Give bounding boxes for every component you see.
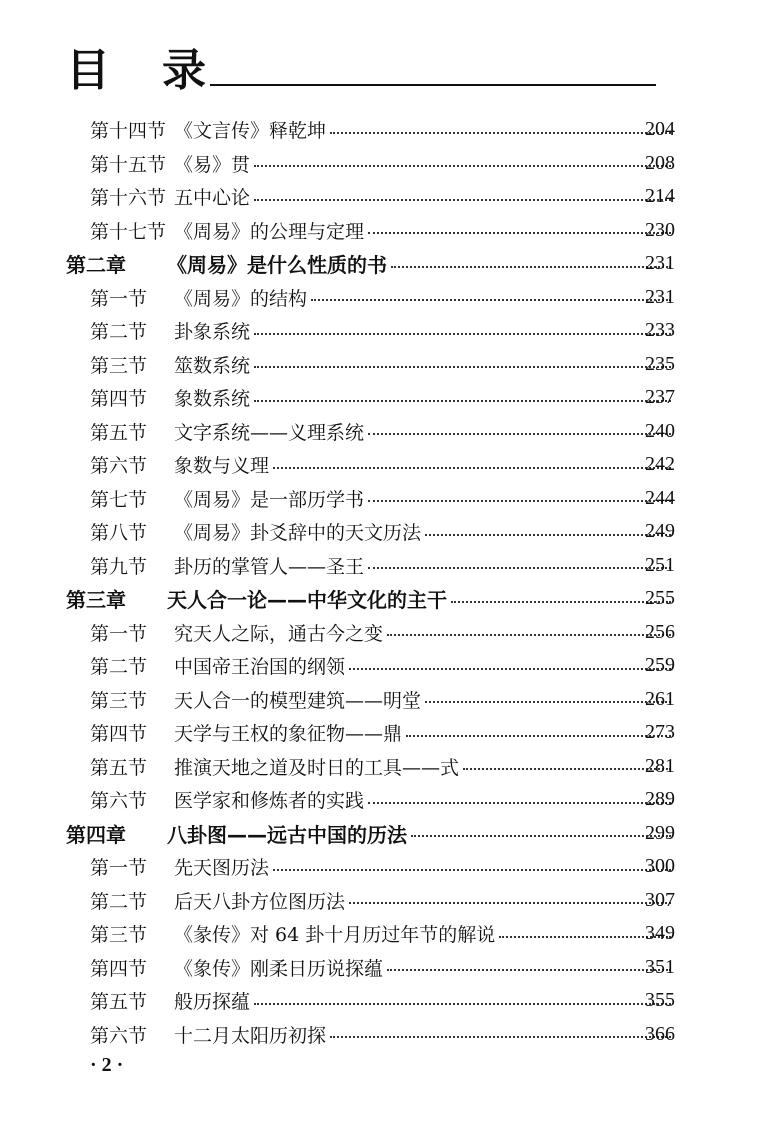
toc-section-row[interactable] [0,549,759,583]
toc-entry-label: 第十四节 [90,120,167,143]
toc-section-row[interactable] [0,482,759,516]
toc-entry-label: 第二章 [66,253,126,278]
toc-entry-title: 《周易》的结构 [174,287,308,310]
toc-section-row[interactable] [0,783,759,817]
toc-entry-title: 五中心论 [174,187,251,210]
page-title [66,46,656,96]
toc-entry-page: 214 [645,185,675,208]
toc-entry-page: 230 [645,218,675,241]
toc-entry-label: 第三节 [90,924,148,947]
dot-leader [425,701,671,703]
toc-entry-title: 《周易》是一部历学书 [174,488,365,511]
toc-entry-page: 244 [645,486,675,509]
toc-entry-label: 第二节 [90,890,148,913]
toc-section-row[interactable] [0,314,759,348]
toc-section-row[interactable] [0,348,759,382]
toc-section-row[interactable] [0,381,759,415]
toc-section-row[interactable] [0,1018,759,1052]
toc-entry-page: 249 [645,520,675,543]
toc-entry-page: 289 [645,788,675,811]
dot-leader [273,869,671,871]
dot-leader [368,500,671,502]
toc-section-row[interactable] [0,917,759,951]
toc-section-row[interactable] [0,214,759,248]
toc-entry-page: 242 [645,453,675,476]
title-char-mu: 目 [66,45,110,96]
toc-entry-page: 237 [645,386,675,409]
dot-leader [368,802,671,804]
toc-chapter-row[interactable] [0,817,759,851]
toc-entry-label: 第一节 [90,622,148,645]
toc-entry-label: 第四节 [90,388,148,411]
toc-entry-title: 卦历的掌管人——圣王 [174,555,365,578]
toc-section-row[interactable] [0,281,759,315]
toc-entry-title: 先天图历法 [174,857,270,880]
toc-entry-label: 第十七节 [90,220,167,243]
title-char-lu: 录 [162,45,206,96]
dot-leader [254,165,671,167]
toc-entry-page: 208 [645,151,675,174]
toc-entry-page: 307 [645,888,675,911]
toc-entry-title: 筮数系统 [174,354,251,377]
dot-leader [311,299,671,301]
toc-entry-title: 十二月太阳历初探 [174,1024,327,1047]
toc-entry-label: 第四章 [66,822,126,847]
dot-leader [387,634,671,636]
toc-chapter-row[interactable] [0,582,759,616]
toc-entry-label: 第三节 [90,354,148,377]
toc-entry-title: 《周易》的公理与定理 [174,220,365,243]
toc-section-row[interactable] [0,716,759,750]
toc-entry-page: 349 [645,922,675,945]
dot-leader [254,1003,671,1005]
toc-entry-page: 231 [645,252,675,275]
toc-entry-label: 第五节 [90,756,148,779]
toc-entry-page: 255 [645,587,675,610]
toc-entry-label: 第六节 [90,455,148,478]
dot-leader [330,132,671,134]
toc-entry-page: 251 [645,553,675,576]
toc-entry-label: 第六节 [90,1024,148,1047]
toc-entry-page: 204 [645,118,675,141]
title-rule [210,84,656,86]
toc-entry-label: 第八节 [90,522,148,545]
toc-entry-title: 象数与义理 [174,455,270,478]
toc-entry-label: 第九节 [90,555,148,578]
toc-entry-label: 第五节 [90,421,148,444]
dot-leader [254,366,671,368]
toc-section-row[interactable] [0,884,759,918]
toc-section-row[interactable] [0,415,759,449]
toc-section-row[interactable] [0,616,759,650]
toc-entry-label: 第四节 [90,723,148,746]
dot-leader [391,266,671,268]
toc-entry-title: 《象传》刚柔日历说探蕴 [174,957,384,980]
toc-entry-page: 273 [645,721,675,744]
toc-entry-title: 般历探蕴 [174,991,251,1014]
dot-leader [368,232,671,234]
dot-leader [368,433,671,435]
toc-entry-page: 351 [645,955,675,978]
toc-section-row[interactable] [0,649,759,683]
toc-entry-title: 《易》贯 [174,153,251,176]
dot-leader [368,567,671,569]
toc-entry-title: 《周易》卦爻辞中的天文历法 [174,522,422,545]
toc-section-row[interactable] [0,147,759,181]
toc-entry-title: 《彖传》对 64 卦十月历过年节的解说 [174,924,496,947]
toc-entry-label: 第三章 [66,588,126,613]
dot-leader [463,768,671,770]
toc-section-row[interactable] [0,683,759,717]
toc-entry-title: 《文言传》释乾坤 [174,120,327,143]
toc-section-row[interactable] [0,448,759,482]
dot-leader [349,902,671,904]
toc-entry-label: 第五节 [90,991,148,1014]
toc-entry-page: 355 [645,989,675,1012]
table-of-contents [0,113,759,1051]
toc-entry-title: 推演天地之道及时日的工具——式 [174,756,460,779]
dot-leader [273,467,671,469]
toc-entry-title: 后天八卦方位图历法 [174,890,346,913]
toc-chapter-row[interactable] [0,247,759,281]
toc-entry-label: 第四节 [90,957,148,980]
toc-section-row[interactable] [0,180,759,214]
toc-entry-label: 第十五节 [90,153,167,176]
toc-entry-title: 天学与王权的象征物——鼎 [174,723,403,746]
toc-entry-title: 天人合一的模型建筑——明堂 [174,689,422,712]
toc-entry-page: 233 [645,319,675,342]
toc-entry-page: 240 [645,419,675,442]
toc-entry-page: 300 [645,855,675,878]
dot-leader [387,969,671,971]
dot-leader [425,534,671,536]
toc-entry-label: 第二节 [90,321,148,344]
dot-leader [254,199,671,201]
toc-entry-page: 259 [645,654,675,677]
toc-entry-label: 第六节 [90,790,148,813]
toc-entry-label: 第二节 [90,656,148,679]
toc-entry-title: 八卦图——远古中国的历法 [167,822,407,847]
toc-entry-label: 第十六节 [90,187,167,210]
toc-entry-title: 卦象系统 [174,321,251,344]
dot-leader [451,601,671,603]
toc-entry-title: 《周易》是什么性质的书 [167,253,387,278]
toc-entry-title: 天人合一论——中华文化的主干 [167,588,447,613]
dot-leader [254,400,671,402]
toc-entry-page: 231 [645,285,675,308]
toc-entry-page: 261 [645,687,675,710]
toc-entry-label: 第一节 [90,287,148,310]
toc-section-row[interactable] [0,113,759,147]
toc-entry-label: 第三节 [90,689,148,712]
toc-entry-page: 281 [645,754,675,777]
page-number: · 2 · [90,1054,124,1076]
toc-entry-title: 中国帝王治国的纲领 [174,656,346,679]
dot-leader [330,1036,671,1038]
toc-entry-title: 文字系统——义理系统 [174,421,365,444]
toc-entry-title: 究天人之际，通古今之变 [174,622,384,645]
toc-entry-title: 象数系统 [174,388,251,411]
toc-section-row[interactable] [0,515,759,549]
toc-entry-page: 256 [645,620,675,643]
toc-section-row[interactable] [0,984,759,1018]
toc-entry-page: 299 [645,821,675,844]
toc-entry-label: 第七节 [90,488,148,511]
toc-section-row[interactable] [0,750,759,784]
dot-leader [406,735,671,737]
dot-leader [254,333,671,335]
toc-section-row[interactable] [0,951,759,985]
toc-section-row[interactable] [0,850,759,884]
toc-entry-label: 第一节 [90,857,148,880]
dot-leader [411,835,671,837]
toc-entry-title: 医学家和修炼者的实践 [174,790,365,813]
dot-leader [349,668,671,670]
toc-entry-page: 235 [645,352,675,375]
toc-entry-page: 366 [645,1022,675,1045]
